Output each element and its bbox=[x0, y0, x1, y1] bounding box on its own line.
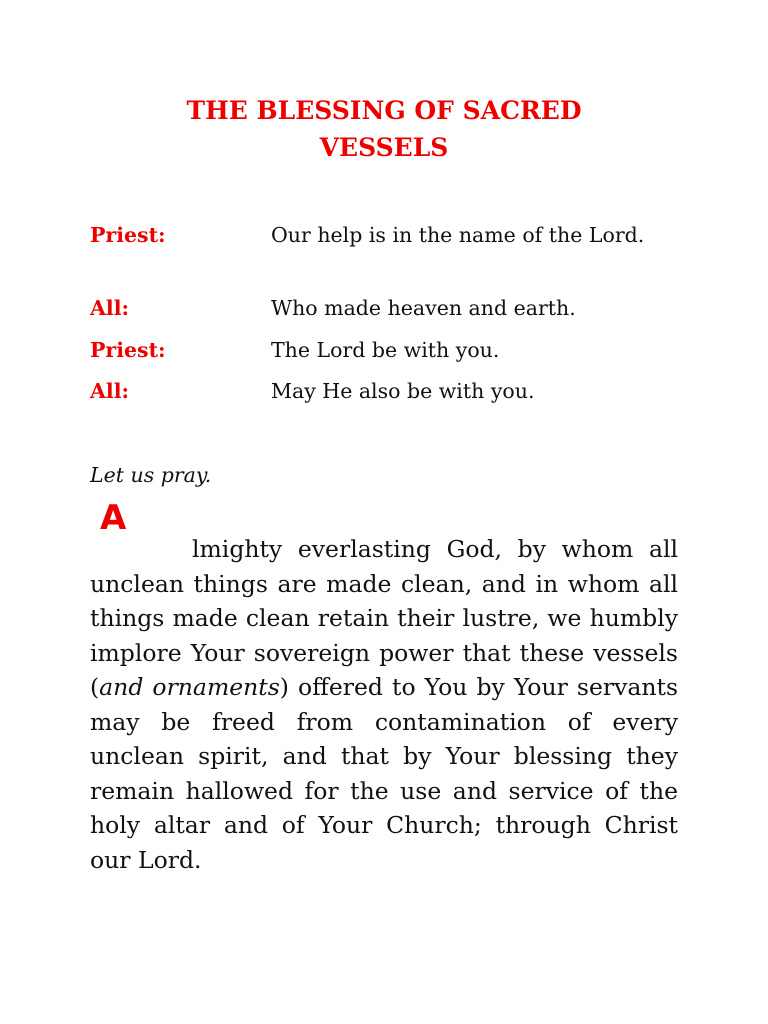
response-line bbox=[90, 335, 678, 366]
response-text: The Lord be with you. bbox=[271, 338, 500, 362]
response-text: Who made heaven and earth. bbox=[271, 296, 576, 320]
title-line-2: VESSELS bbox=[319, 133, 449, 162]
speaker-label: All: bbox=[90, 296, 130, 320]
let-us-pray: Let us pray. bbox=[90, 463, 212, 487]
speaker-label: Priest: bbox=[90, 338, 166, 362]
response-line bbox=[90, 376, 678, 407]
title-line-1: THE BLESSING OF SACRED bbox=[186, 96, 582, 125]
response-line bbox=[90, 293, 678, 324]
response-line bbox=[90, 220, 678, 251]
speaker-label: Priest: bbox=[90, 223, 166, 247]
prayer-paragraph bbox=[90, 532, 678, 877]
page-title bbox=[90, 92, 678, 166]
drop-cap-initial: A bbox=[100, 498, 127, 538]
prayer-text-1: lmighty everlasting God, by whom all unclean things are made clean, and in whom all things made clean retain their lustre, we humbly implore Your sovereign power that these vessels ( bbox=[90, 535, 678, 701]
speaker-label: All: bbox=[90, 379, 130, 403]
prayer-emphasis: and ornaments bbox=[99, 673, 280, 701]
response-text: May He also be with you. bbox=[271, 379, 535, 403]
response-text: Our help is in the name of the Lord. bbox=[271, 223, 645, 247]
prayer-text-2: ) offered to You by Your servants may be freed from contamination of every unclean spirit, and that by Your blessing they remain hallowed for the use and service of the holy altar and of Your Church; through Christ our Lord. bbox=[90, 673, 679, 874]
